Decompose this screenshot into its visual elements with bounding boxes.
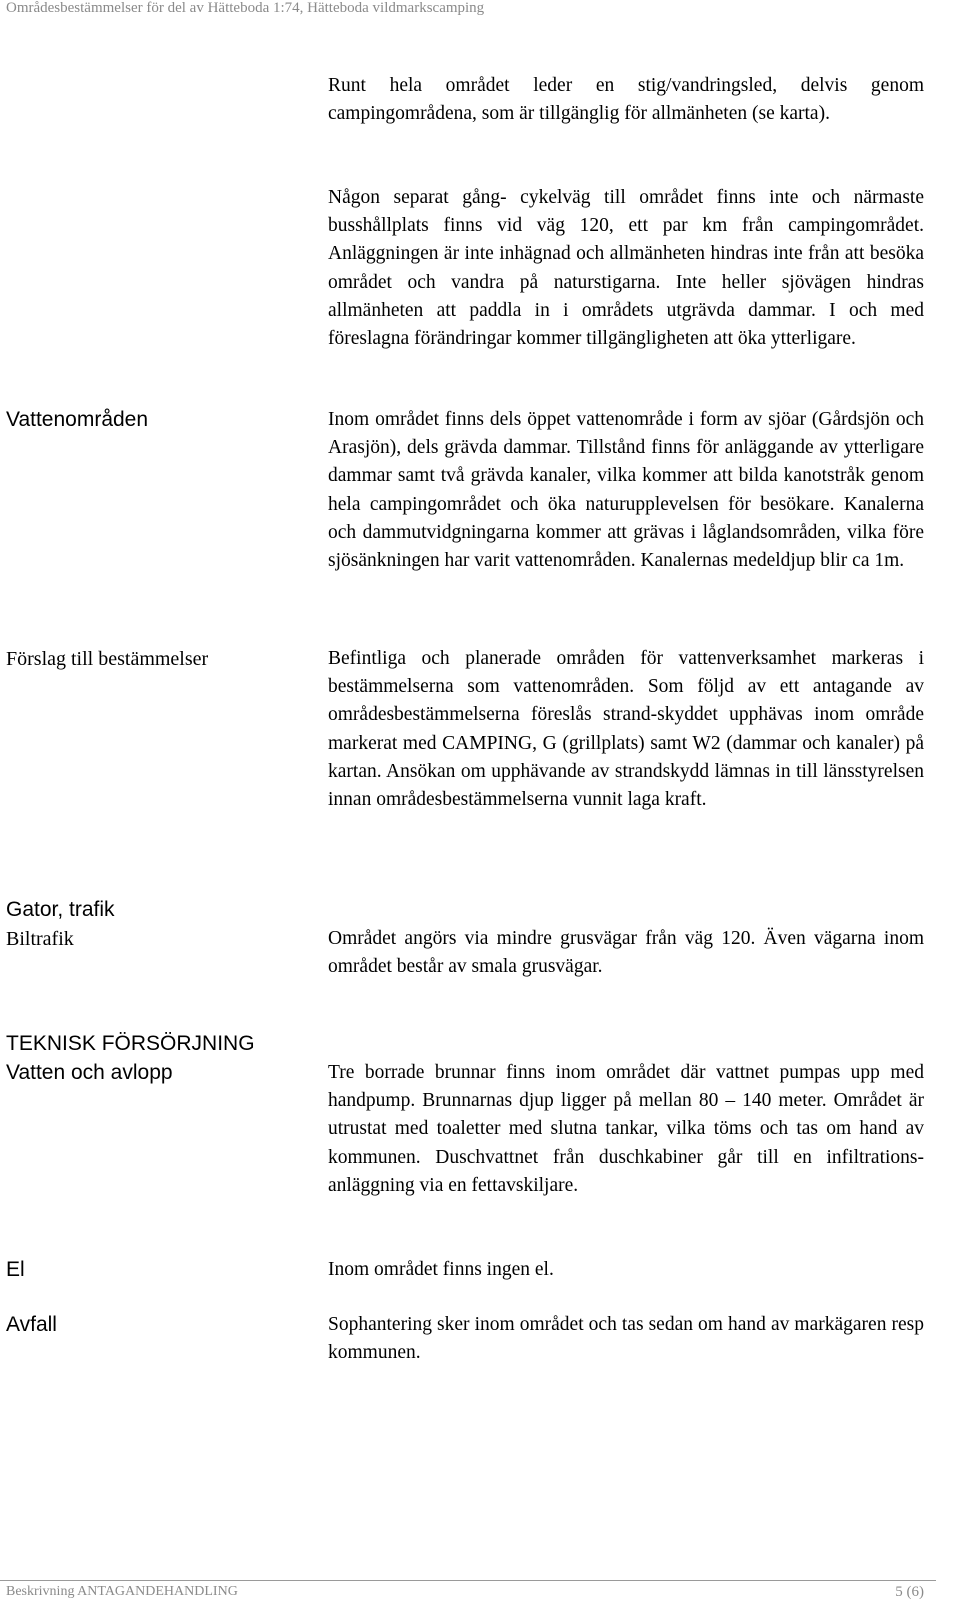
paragraph-tillganglighet: Någon separat gång- cykelväg till området finns inte och närmaste busshållplats finns vid väg 120, ett par km från campingområdet. Anläggningen är inte inhägnad och allmänheten hindras inte från att besöka området och vandra på naturstigarna. Inte heller sjövägen hindras allmänheten att paddla in i områdets utgrävda dammar. I och med föreslagna förändringar kommer tillgängligheten att öka ytterligare. [328, 187, 924, 350]
footer-page-number: 5 (6) [895, 1584, 924, 1600]
paragraph-forslag: Befintliga och planerade områden för vattenverksamhet markeras i bestämmelserna som vattenområden. Som följd av ett antagande av områdesbestämmelserna föreslås strand-skyddet upphävas inom område markerat med CAMPING, G (grillplats) samt W2 (dammar och kanaler) på kartan. Ansökan om upphävande av strandskydd lämnas in till länsstyrelsen innan områdesbestämmelserna vunnit laga kraft. [328, 648, 924, 811]
footer-document-label: Beskrivning ANTAGANDEHANDLING [6, 1584, 238, 1599]
footer-divider [0, 1580, 936, 1581]
side-heading-vatten-avlopp: Vatten och avlopp [6, 1061, 173, 1084]
side-heading-vattenomraden: Vattenområden [6, 408, 149, 431]
side-heading-gator-trafik: Gator, trafik [6, 898, 115, 921]
side-heading-avfall: Avfall [6, 1313, 57, 1336]
paragraph-biltrafik: Området angörs via mindre grusvägar från väg 120. Även vägarna inom området består av smala grusvägar. [328, 928, 924, 978]
paragraph-el: Inom området finns ingen el. [328, 1259, 554, 1280]
paragraph-avfall: Sophantering sker inom området och tas sedan om hand av markägaren resp kommunen. [328, 1314, 924, 1364]
side-heading-forslag: Förslag till bestämmelser [6, 648, 209, 670]
running-header: Områdesbestämmelser för del av Hätteboda 1:74, Hätteboda vildmarkscamping [6, 0, 485, 16]
side-heading-biltrafik: Biltrafik [6, 928, 74, 950]
side-heading-teknisk-forsorjning: TEKNISK FÖRSÖRJNING [6, 1032, 255, 1055]
paragraph-vatten-avlopp: Tre borrade brunnar finns inom området där vattnet pumpas upp med handpump. Brunnarnas djup ligger på mellan 80 – 140 meter. Området är utrustat med toaletter med slutna tankar, vilka töms och tas om hand av kommunen. Duschvattnet från duschkabiner går till en infiltrations-anläggning via en fettavskiljare. [328, 1062, 924, 1196]
side-heading-el: El [6, 1258, 25, 1281]
paragraph-stig: Runt hela området leder en stig/vandringsled, delvis genom campingområdena, som är tillgänglig för allmänheten (se karta). [328, 75, 924, 125]
paragraph-vattenomraden: Inom området finns dels öppet vattenområde i form av sjöar (Gårdsjön och Arasjön), dels grävda dammar. Tillstånd finns för anläggande av ytterligare dammar samt två grävda kanaler, vilka kommer att bilda kanotstråk genom hela campingområdet och öka naturupplevelsen för besökare. Kanalerna och dammutvidgningarna kommer att grävas i låglandsområden, vilka före sjösänkningen har varit vattenområden. Kanalernas medeldjup blir ca 1m. [328, 409, 924, 572]
